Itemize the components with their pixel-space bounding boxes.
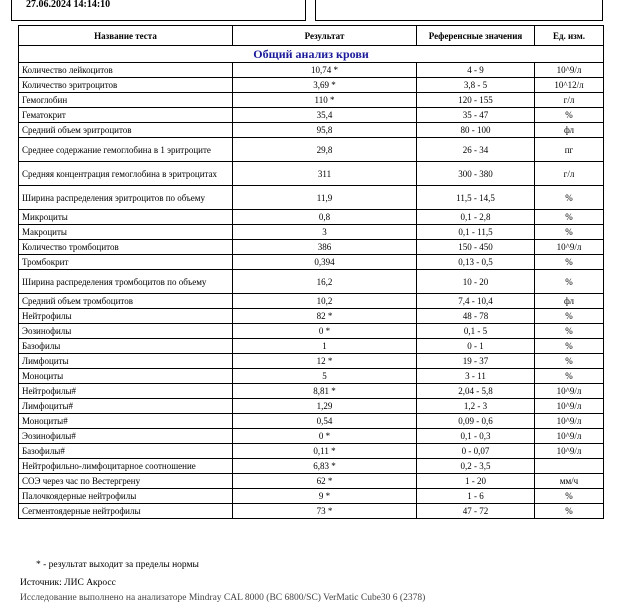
- unit-cell: фл: [535, 294, 604, 309]
- test-name-cell: Количество тромбоцитов: [19, 240, 233, 255]
- unit-cell: мм/ч: [535, 474, 604, 489]
- table-row: [19, 369, 604, 384]
- result-cell: 12 *: [233, 354, 417, 369]
- reference-cell: 4 - 9: [417, 63, 535, 78]
- unit-cell: %: [535, 309, 604, 324]
- result-cell: 8,81 *: [233, 384, 417, 399]
- section-header-row: [19, 46, 604, 63]
- result-cell: 0,54: [233, 414, 417, 429]
- reference-cell: 0,1 - 2,8: [417, 210, 535, 225]
- reference-cell: 19 - 37: [417, 354, 535, 369]
- report-datetime: 27.06.2024 14:14:10: [26, 0, 111, 10]
- test-name-cell: Моноциты#: [19, 414, 233, 429]
- test-name-cell: Нейтрофилы: [19, 309, 233, 324]
- table-row: [19, 489, 604, 504]
- result-cell: 16,2: [233, 270, 417, 294]
- table-row: [19, 459, 604, 474]
- unit-cell: %: [535, 270, 604, 294]
- test-name-cell: Базофилы: [19, 339, 233, 354]
- test-name-cell: Гемоглобин: [19, 93, 233, 108]
- reference-cell: 0,09 - 0,6: [417, 414, 535, 429]
- test-name-cell: Средний объем эритроцитов: [19, 123, 233, 138]
- unit-cell: %: [535, 210, 604, 225]
- unit-cell: %: [535, 504, 604, 519]
- unit-cell: %: [535, 186, 604, 210]
- result-cell: 1: [233, 339, 417, 354]
- unit-cell: 10^9/л: [535, 240, 604, 255]
- table-row: [19, 429, 604, 444]
- reference-cell: 48 - 78: [417, 309, 535, 324]
- unit-cell: 10^9/л: [535, 444, 604, 459]
- test-name-cell: Базофилы#: [19, 444, 233, 459]
- source-line: Источник: ЛИС Акросс: [20, 578, 116, 588]
- test-name-cell: Ширина распределения эритроцитов по объему: [19, 186, 233, 210]
- result-cell: 0 *: [233, 429, 417, 444]
- unit-cell: г/л: [535, 93, 604, 108]
- unit-cell: 10^9/л: [535, 399, 604, 414]
- table-row: [19, 384, 604, 399]
- test-name-cell: СОЭ через час по Вестергрену: [19, 474, 233, 489]
- table-row: [19, 63, 604, 78]
- reference-cell: 0,1 - 11,5: [417, 225, 535, 240]
- table-row: [19, 186, 604, 210]
- result-cell: 10,74 *: [233, 63, 417, 78]
- reference-cell: 47 - 72: [417, 504, 535, 519]
- table-row: [19, 108, 604, 123]
- table-row: [19, 339, 604, 354]
- test-name-cell: Лимфоциты#: [19, 399, 233, 414]
- test-name-cell: Моноциты: [19, 369, 233, 384]
- column-header-unit: Ед. изм.: [535, 26, 604, 46]
- table-row: [19, 504, 604, 519]
- header-box-right: [315, 0, 603, 21]
- unit-cell: 10^9/л: [535, 63, 604, 78]
- table-row: [19, 444, 604, 459]
- test-name-cell: Лимфоциты: [19, 354, 233, 369]
- reference-cell: 80 - 100: [417, 123, 535, 138]
- unit-cell: %: [535, 339, 604, 354]
- table-row: [19, 399, 604, 414]
- unit-cell: пг: [535, 138, 604, 162]
- reference-cell: 11,5 - 14,5: [417, 186, 535, 210]
- result-cell: 10,2: [233, 294, 417, 309]
- table-row: [19, 210, 604, 225]
- table-row: [19, 474, 604, 489]
- reference-cell: 0 - 0,07: [417, 444, 535, 459]
- table-header-row: [19, 26, 604, 46]
- column-header-result: Результат: [233, 26, 417, 46]
- header-box-left: [11, 0, 306, 21]
- reference-cell: 26 - 34: [417, 138, 535, 162]
- test-name-cell: Гематокрит: [19, 108, 233, 123]
- unit-cell: фл: [535, 123, 604, 138]
- result-cell: 29,8: [233, 138, 417, 162]
- reference-cell: 0,13 - 0,5: [417, 255, 535, 270]
- result-cell: 35,4: [233, 108, 417, 123]
- unit-cell: %: [535, 225, 604, 240]
- table-row: [19, 414, 604, 429]
- table-row: [19, 324, 604, 339]
- unit-cell: 10^9/л: [535, 384, 604, 399]
- table-row: [19, 255, 604, 270]
- result-cell: 311: [233, 162, 417, 186]
- result-cell: 3,69 *: [233, 78, 417, 93]
- test-name-cell: Тромбокрит: [19, 255, 233, 270]
- table-row: [19, 78, 604, 93]
- table-row: [19, 270, 604, 294]
- test-name-cell: Эозинофилы: [19, 324, 233, 339]
- table-row: [19, 162, 604, 186]
- reference-cell: 0,1 - 5: [417, 324, 535, 339]
- table-row: [19, 294, 604, 309]
- result-cell: 62 *: [233, 474, 417, 489]
- table-row: [19, 123, 604, 138]
- result-cell: 1,29: [233, 399, 417, 414]
- analyzer-line: Исследование выполнено на анализаторе Mindray CAL 8000 (BC 6800/SC) VerMatic Cube30 6 (2378): [20, 593, 426, 603]
- reference-cell: 10 - 20: [417, 270, 535, 294]
- unit-cell: г/л: [535, 162, 604, 186]
- result-cell: 95,8: [233, 123, 417, 138]
- result-cell: 0 *: [233, 324, 417, 339]
- reference-cell: 35 - 47: [417, 108, 535, 123]
- unit-cell: %: [535, 489, 604, 504]
- reference-cell: 3,8 - 5: [417, 78, 535, 93]
- test-name-cell: Ширина распределения тромбоцитов по объему: [19, 270, 233, 294]
- column-header-reference: Референсные значения: [417, 26, 535, 46]
- reference-cell: 0,2 - 3,5: [417, 459, 535, 474]
- test-name-cell: Микроциты: [19, 210, 233, 225]
- reference-cell: 2,04 - 5,8: [417, 384, 535, 399]
- unit-cell: 10^9/л: [535, 429, 604, 444]
- test-name-cell: Средний объем тромбоцитов: [19, 294, 233, 309]
- test-name-cell: Количество эритроцитов: [19, 78, 233, 93]
- test-name-cell: Макроциты: [19, 225, 233, 240]
- table-row: [19, 225, 604, 240]
- result-cell: 5: [233, 369, 417, 384]
- reference-cell: 300 - 380: [417, 162, 535, 186]
- test-name-cell: Средняя концентрация гемоглобина в эритроцитах: [19, 162, 233, 186]
- unit-cell: %: [535, 255, 604, 270]
- footnote: * - результат выходит за пределы нормы: [36, 560, 199, 570]
- result-cell: 386: [233, 240, 417, 255]
- unit-cell: 10^9/л: [535, 414, 604, 429]
- result-cell: 3: [233, 225, 417, 240]
- reference-cell: 1,2 - 3: [417, 399, 535, 414]
- table-row: [19, 93, 604, 108]
- test-name-cell: Палочкоядерные нейтрофилы: [19, 489, 233, 504]
- result-cell: 0,8: [233, 210, 417, 225]
- column-header-test-name: Название теста: [19, 26, 233, 46]
- test-name-cell: Среднее содержание гемоглобина в 1 эритроците: [19, 138, 233, 162]
- test-name-cell: Эозинофилы#: [19, 429, 233, 444]
- test-name-cell: Нейтрофильно-лимфоцитарное соотношение: [19, 459, 233, 474]
- result-cell: 0,11 *: [233, 444, 417, 459]
- reference-cell: 0,1 - 0,3: [417, 429, 535, 444]
- result-cell: 110 *: [233, 93, 417, 108]
- unit-cell: %: [535, 108, 604, 123]
- result-cell: 0,394: [233, 255, 417, 270]
- result-cell: 6,83 *: [233, 459, 417, 474]
- results-table: [18, 25, 604, 519]
- table-row: [19, 354, 604, 369]
- table-row: [19, 309, 604, 324]
- reference-cell: 0 - 1: [417, 339, 535, 354]
- reference-cell: 1 - 6: [417, 489, 535, 504]
- table-row: [19, 240, 604, 255]
- unit-cell: %: [535, 324, 604, 339]
- result-cell: 9 *: [233, 489, 417, 504]
- unit-cell: [535, 459, 604, 474]
- unit-cell: 10^12/л: [535, 78, 604, 93]
- result-cell: 82 *: [233, 309, 417, 324]
- reference-cell: 7,4 - 10,4: [417, 294, 535, 309]
- unit-cell: %: [535, 354, 604, 369]
- test-name-cell: Сегментоядерные нейтрофилы: [19, 504, 233, 519]
- reference-cell: 1 - 20: [417, 474, 535, 489]
- reference-cell: 150 - 450: [417, 240, 535, 255]
- section-title: Общий анализ крови: [19, 46, 604, 63]
- test-name-cell: Количество лейкоцитов: [19, 63, 233, 78]
- unit-cell: %: [535, 369, 604, 384]
- reference-cell: 120 - 155: [417, 93, 535, 108]
- table-row: [19, 138, 604, 162]
- result-cell: 11,9: [233, 186, 417, 210]
- test-name-cell: Нейтрофилы#: [19, 384, 233, 399]
- result-cell: 73 *: [233, 504, 417, 519]
- reference-cell: 3 - 11: [417, 369, 535, 384]
